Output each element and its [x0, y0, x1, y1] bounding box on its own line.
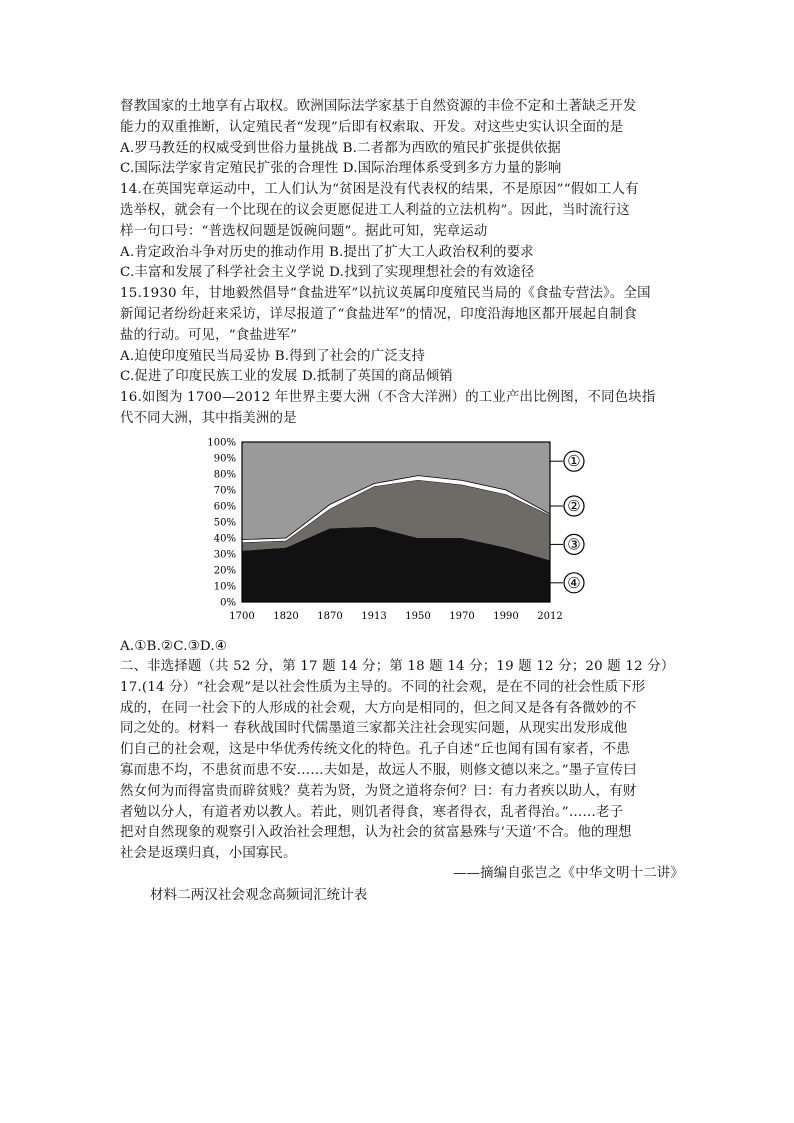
- y-tick-label: 0%: [220, 597, 236, 609]
- text-line: 17.(14 分）“社会观”是以社会性质为主导的。不同的社会观，是在不同的社会性质下形: [120, 679, 646, 695]
- source-citation: ——摘编自张岂之《中华文明十二讲》: [452, 866, 684, 881]
- text-line: 15.1930 年，甘地毅然倡导“食盐进军”以抗议英属印度殖民当局的《食盐专营法》。全国: [120, 286, 651, 302]
- x-tick-label: 1700: [229, 611, 255, 622]
- y-tick-label: 10%: [213, 581, 236, 593]
- y-tick-label: 60%: [213, 501, 236, 513]
- y-tick-label: 100%: [207, 437, 236, 449]
- y-tick-label: 70%: [213, 485, 236, 497]
- text-line: A.罗马教廷的权威受到世俗力量挑战 B.二者都为西欧的殖民扩张提供依据: [120, 140, 561, 156]
- text-line: 选举权，就会有一个比现在的议会更愿促进工人利益的立法机构”。因此，当时流行这: [120, 203, 630, 218]
- text-line: C.丰富和发展了科学社会主义学说 D.找到了实现理想社会的有效途径: [120, 265, 535, 281]
- text-line: C.促进了印度民族工业的发展 D.抵制了英国的商品倾销: [120, 369, 453, 385]
- text-line: 然女何为而得富贵而辟贫贱？莫若为贤，为贤之道将奈何？曰：有力者疾以助人，有财: [120, 783, 637, 799]
- x-tick-label: 1820: [273, 611, 299, 622]
- text-line: 把对自然现象的观察引入政治社会理想，认为社会的贫富悬殊与‘天道’不合。他的理想: [120, 825, 632, 841]
- text-line: A.迫使印度殖民当局妥协 B.得到了社会的广泛支持: [120, 348, 426, 364]
- text-line: 盐的行动。可见，“食盐进军”: [120, 327, 298, 343]
- text-line: 同之处的。材料一 春秋战国时代儒墨道三家都关注社会现实问题，从现实出发形成他: [120, 721, 628, 737]
- industrial-output-chart: [196, 430, 596, 630]
- text-line: A.肯定政治斗争对历史的推动作用 B.提出了扩大工人政治权利的要求: [120, 244, 534, 260]
- y-tick-label: 30%: [213, 549, 236, 561]
- text-line: 督教国家的土地享有占取权。欧洲国际法学家基于自然资源的丰俭不定和土著缺乏开发: [120, 99, 637, 114]
- x-tick-label: 1970: [449, 611, 475, 622]
- text-line: 14.在英国宪章运动中，工人们认为“贫困是没有代表权的结果，不是原因”“假如工人有: [120, 182, 639, 198]
- y-tick-label: 20%: [213, 565, 236, 577]
- material-two-title: 材料二两汉社会观念高频词汇统计表: [150, 888, 368, 903]
- area-label: ④: [567, 573, 581, 592]
- text-line: 成的，在同一社会下的人形成的社会观，大方向是相同的，但之间又是各有各微妙的不: [120, 700, 637, 716]
- y-axis-ticks: [207, 438, 236, 609]
- area-label: ③: [567, 535, 581, 554]
- chart-areas: [242, 442, 550, 602]
- text-line: 们自己的社会观，这是中华优秀传统文化的特色。孔子自述“丘也闻有国有家者，不患: [120, 742, 630, 758]
- text-line: 寡而患不均，不患贫而患不安……夫如是，故远人不服，则修文德以来之。”墨子宣传曰: [120, 763, 637, 778]
- y-tick-label: 40%: [213, 533, 236, 545]
- x-tick-label: 1950: [405, 611, 431, 622]
- x-tick-label: 1990: [493, 611, 519, 622]
- x-tick-label: 1913: [361, 611, 387, 622]
- x-tick-label: 1870: [317, 611, 343, 622]
- q16-options: A.①B.②C.③D.④: [120, 639, 227, 654]
- text-line: 代不同大洲，其中指美洲的是: [120, 411, 297, 426]
- text-line: 16.如图为 1700—2012 年世界主要大洲（不含大洋洲）的工业产出比例图，不同色块指: [120, 390, 656, 406]
- text-line: 者勉以分人，有道者劝以教人。若此，则饥者得食，寒者得衣，乱者得治。”……老子: [120, 804, 624, 820]
- text-line: 二、非选择题（共 52 分，第 17 题 14 分；第 18 题 14 分；19 题 12 分；20 题 12 分）: [120, 659, 675, 674]
- area-labels: [550, 451, 584, 593]
- text-line: 社会是返璞归真，小国寡民。: [120, 846, 297, 862]
- text-line: 样一句口号：“普选权问题是饭碗问题”。据此可知，宪章运动: [120, 223, 488, 239]
- text-line: 新闻记者纷纷赶来采访，详尽报道了“食盐进军”的情况，印度沿海地区都开展起自制食: [120, 307, 637, 322]
- y-tick-label: 90%: [213, 453, 236, 465]
- y-tick-label: 80%: [213, 469, 236, 481]
- area-label: ②: [567, 497, 581, 515]
- x-tick-label: 2012: [537, 611, 563, 622]
- text-line: C.国际法学家肯定殖民扩张的合理性 D.国际治理体系受到多方力量的影响: [120, 161, 562, 177]
- x-axis-ticks: [229, 611, 562, 622]
- area-label: ①: [567, 452, 581, 471]
- text-line: 能力的双重推断，认定殖民者“发现”后即有权索取、开发。对这些史实认识全面的是: [120, 119, 624, 135]
- y-tick-label: 50%: [213, 517, 236, 529]
